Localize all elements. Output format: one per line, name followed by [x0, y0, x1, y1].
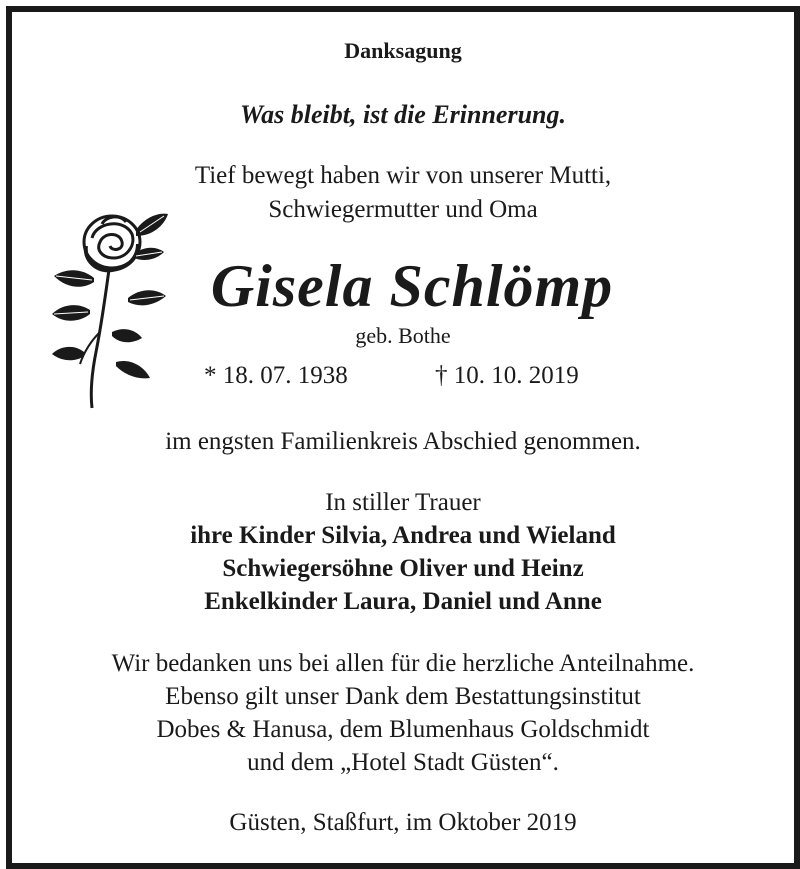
family-line: Enkelkinder Laura, Daniel und Anne — [204, 588, 602, 615]
obituary-card — [6, 6, 800, 869]
maiden-name: geb. Bothe — [355, 323, 451, 348]
notice-heading: Danksagung — [344, 38, 462, 63]
thanks-line: Ebenso gilt unser Dank dem Bestattungsinstitut — [165, 683, 641, 710]
thanks-line: Wir bedanken uns bei allen für die herzliche Anteilnahme. — [111, 650, 695, 677]
thanks-line: und dem „Hotel Stadt Güsten“. — [247, 749, 559, 776]
intro-line: Schwiegermutter und Oma — [268, 196, 538, 223]
family-line: ihre Kinder Silvia, Andrea und Wieland — [190, 522, 616, 549]
mourning-intro: In stiller Trauer — [325, 489, 481, 516]
place-date: Güsten, Staßfurt, im Oktober 2019 — [229, 809, 577, 836]
deceased-name: Gisela Schlömp — [210, 253, 614, 319]
intro-line: Tief bewegt haben wir von unserer Mutti, — [194, 162, 612, 189]
birth-date: * 18. 07. 1938 — [204, 362, 348, 389]
notice-motto: Was bleibt, ist die Erinnerung. — [239, 100, 567, 129]
family-line: Schwiegersöhne Oliver und Heinz — [222, 555, 584, 582]
farewell-text: im engsten Familienkreis Abschied genommen. — [165, 428, 641, 455]
thanks-line: Dobes & Hanusa, dem Blumenhaus Goldschmidt — [156, 716, 650, 743]
death-date: † 10. 10. 2019 — [435, 362, 579, 389]
